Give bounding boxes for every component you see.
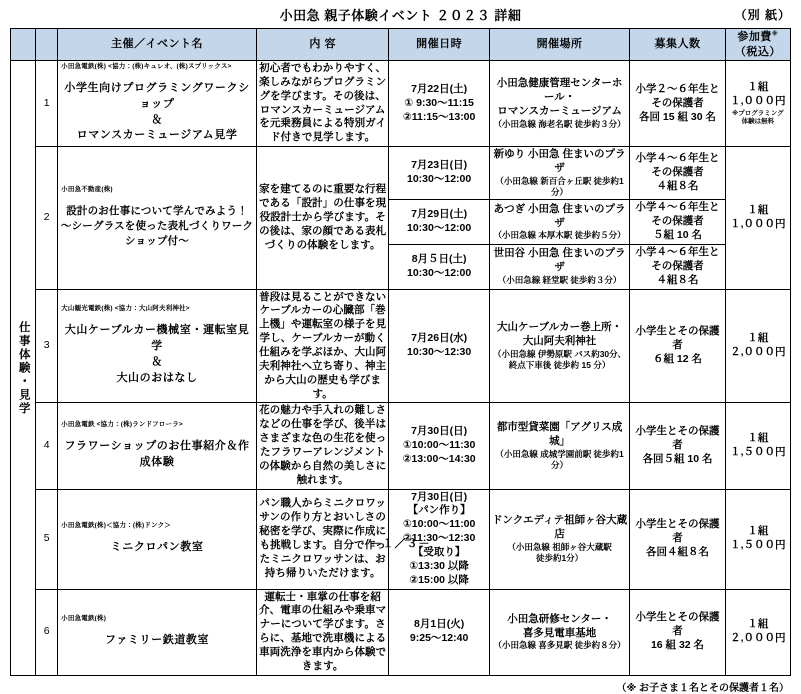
page-title: 小田急 親子体験イベント ２０２３ 詳細 — [279, 8, 522, 23]
event-date: 7月22日(土) ① 9:30～11:15 ②11:15～13:00 — [389, 61, 489, 147]
place-access: （小田急線 新百合ヶ丘駅 徒歩約1分） — [495, 175, 624, 198]
event-title: ミニクロパン教室 — [110, 540, 204, 553]
place-access: （小田急線 海老名駅 徒歩約３分） — [493, 118, 626, 129]
event-name-cell — [58, 403, 257, 489]
event-capacity: 小学生とその保護者 各回４組８名 — [630, 489, 725, 589]
event-name-cell — [58, 289, 257, 403]
row-number: 5 — [36, 489, 58, 589]
event-title: フラワーショップのお仕事紹介＆作成体験 — [64, 439, 250, 468]
event-place — [489, 244, 630, 289]
event-place — [489, 289, 630, 403]
col-header-description: 内 容 — [256, 29, 389, 61]
row-number: 4 — [36, 403, 58, 489]
place-access: （小田急線 伊勢原駅 バス約30分、 終点下車後 徒歩約 15 分） — [492, 348, 627, 370]
fee-amount: １組 １,０００円 — [730, 80, 786, 107]
place-main: 世田谷 小田急 住まいのプラザ — [493, 247, 626, 274]
place-main: 大山ケーブルカー巻上所・ 大山阿夫利神社 — [497, 320, 623, 347]
table-row — [11, 289, 791, 403]
event-capacity: 小学４～６年生と その保護者 ４組８名 — [630, 244, 725, 289]
place-main: 小田急研修センター・ 喜多見電車基地 — [507, 612, 612, 639]
event-place — [489, 589, 630, 675]
event-capacity: 小学４～６年生と その保護者 ４組８名 — [630, 147, 725, 200]
host-label: 小田急電鉄(株) — [61, 615, 107, 623]
fee-note: ※プログラミング 体験は無料 — [731, 109, 784, 125]
event-fee — [725, 589, 790, 675]
category-cell — [11, 61, 36, 676]
event-capacity: 小学生とその保護者 16 組 32 名 — [630, 589, 725, 675]
fee-amount: １組 １,５００円 — [730, 525, 786, 552]
event-title: 設計のお仕事について学んでみよう！ ～シーグラスを使った表札づくりワークショップ付～ — [60, 204, 254, 248]
row-number: 1 — [36, 61, 58, 147]
event-place — [489, 200, 630, 245]
place-main: ドンクエディテ祖師ヶ谷大蔵店 — [491, 513, 628, 540]
event-description: パン職人からミニクロワッサンの作り方とおいしさの秘密を学び、実際に作成にも挑戦します。自分で作ったミニクロワッサンは、お持ち帰りいただけます。 — [256, 489, 389, 589]
place-main: あつぎ 小田急 住まいのプラザ — [493, 202, 626, 229]
table-footnote: （※ お子さま１名とその保護者１名） — [616, 682, 789, 694]
col-header-capacity: 募集人数 — [630, 29, 725, 61]
event-date: 8月５日(土) 10:30～12:00 — [389, 244, 489, 289]
fee-header-sup: ※ — [771, 31, 779, 38]
category-label: 仕事体験・見学 — [17, 320, 30, 416]
event-fee — [725, 403, 790, 489]
place-main: 新ゆり 小田急 住まいのプラザ — [493, 148, 626, 175]
place-main: 小田急健康管理センターホール・ ロマンスカーミュージアム — [496, 77, 623, 117]
event-date: 7月30日(日) 【パン作り】 ①10:00～11:00 ②11:30～12:30 【受取り】 ①13:30 以降 ②15:00 以降 — [389, 489, 489, 589]
col-header-category — [11, 29, 36, 61]
fee-header-line1: 参加費 — [737, 31, 772, 43]
fee-header-line2: （税込） — [734, 45, 781, 58]
annex-label: （別 紙） — [734, 8, 791, 22]
event-name-cell — [58, 589, 257, 675]
event-description: 初心者でもわかりやすく、楽しみながらプログラミングを学びます。その後は、ロマンスカーミュージアムを元乗務員による特別ガイド付きで見学します。 — [256, 61, 389, 147]
event-capacity: 小学４～６年生と その保護者 ５組 10 名 — [630, 200, 725, 245]
event-fee — [725, 289, 790, 403]
place-access: （小田急線 本厚木駅 徒歩約５分） — [493, 230, 626, 241]
event-place — [489, 403, 630, 489]
table-row — [11, 589, 791, 675]
place-access: （小田急線 経堂駅 徒歩約３分） — [497, 274, 622, 285]
host-label: 小田急電鉄(株)＜協力：(株)ドンク＞ — [61, 522, 172, 530]
event-date: 8月1日(火) 9:25～12:40 — [389, 589, 489, 675]
place-access: （小田急線 祖師ヶ谷大蔵駅 徒歩約1分） — [507, 541, 612, 563]
table-header-row — [11, 29, 791, 61]
event-fee — [725, 147, 790, 289]
event-date: 7月26日(水) 10:30～12:30 — [389, 289, 489, 403]
row-number: 3 — [36, 289, 58, 403]
place-access: （小田急線 成城学園前駅 徒歩約1分） — [495, 448, 624, 470]
event-name-cell — [58, 61, 257, 147]
fee-amount: １組 ２,０００円 — [730, 332, 786, 358]
event-capacity: 小学生とその保護者 各回５組 10 名 — [630, 403, 725, 489]
table-body — [11, 61, 791, 676]
event-description: 家を建てるのに重要な行程である「設計」の仕事を現役設計士から学びます。その後は、家の顔である表札づくりの体験をします。 — [256, 147, 389, 289]
table-row — [11, 403, 791, 489]
event-title: 大山ケーブルカー機械室・運転室見学 ＆ 大山のおはなし — [64, 323, 250, 384]
event-description: 花の魅力や手入れの難しさなどの仕事を学び、後半はさまざまな色の生花を使ったフラワーアレンジメントの体験から自然の美しさに触れます。 — [256, 403, 389, 489]
event-title: ファミリー鉄道教室 — [104, 634, 210, 647]
fee-amount: １組 １,５００円 — [730, 432, 786, 458]
col-header-place: 開催場所 — [489, 29, 630, 61]
page-number: －１／３－ — [370, 538, 431, 550]
row-number: 6 — [36, 589, 58, 675]
host-label: 小田急不動産(株) — [61, 186, 113, 194]
event-detail-table — [10, 28, 791, 676]
fee-amount: １組 ２,０００円 — [730, 618, 786, 645]
event-capacity: 小学２～６年生と その保護者 各回 15 組 30 名 — [630, 61, 725, 147]
host-label: 小田急電鉄 <協力：(株)ランドフローラ> — [61, 421, 183, 429]
col-header-no — [36, 29, 58, 61]
event-description: 普段は見ることができないケーブルカーの心臓部「巻上機」や運転室の様子を見学し、ケーブルカーが動く仕組みを学ぶほか、大山阿夫利神社へ立ち寄り、神主から大山の歴史も学びます。 — [256, 289, 389, 403]
event-place — [489, 61, 630, 147]
col-header-name: 主催／イベント名 — [58, 29, 257, 61]
event-name-cell — [58, 147, 257, 289]
event-fee — [725, 61, 790, 147]
host-label: 大山観光電鉄(株) <協力：大山阿夫利神社> — [61, 305, 190, 313]
col-header-fee — [725, 29, 790, 61]
table-row — [11, 147, 791, 200]
event-date: 7月23日(日) 10:30～12:00 — [389, 147, 489, 200]
host-label: 小田急電鉄(株) <協力：(株)キュレオ、(株)スプリックス> — [61, 62, 232, 70]
event-place — [489, 147, 630, 200]
event-description: 運転士・車掌の仕事を紹介、電車の仕組みや乗車マナーについて学びます。さらに、基地で洗車機による車両洗浄を車内から体験できます。 — [256, 589, 389, 675]
event-title: 小学生向けプログラミングワークショップ ＆ ロマンスカーミュージアム見学 — [64, 81, 250, 142]
event-date: 7月30日(日) ①10:00～11:30 ②13:00～14:30 — [389, 403, 489, 489]
fee-amount: １組 １,０００円 — [730, 203, 786, 230]
event-capacity: 小学生とその保護者 ６組 12 名 — [630, 289, 725, 403]
place-access: （小田急線 喜多見駅 徒歩約８分） — [493, 640, 626, 651]
table-row — [11, 61, 791, 147]
col-header-date: 開催日時 — [389, 29, 489, 61]
place-main: 都市型貸菜園「アグリス成城」 — [496, 420, 623, 447]
row-number: 2 — [36, 147, 58, 289]
title-row — [10, 0, 791, 28]
event-date: 7月29日(土) 10:30～12:00 — [389, 200, 489, 245]
